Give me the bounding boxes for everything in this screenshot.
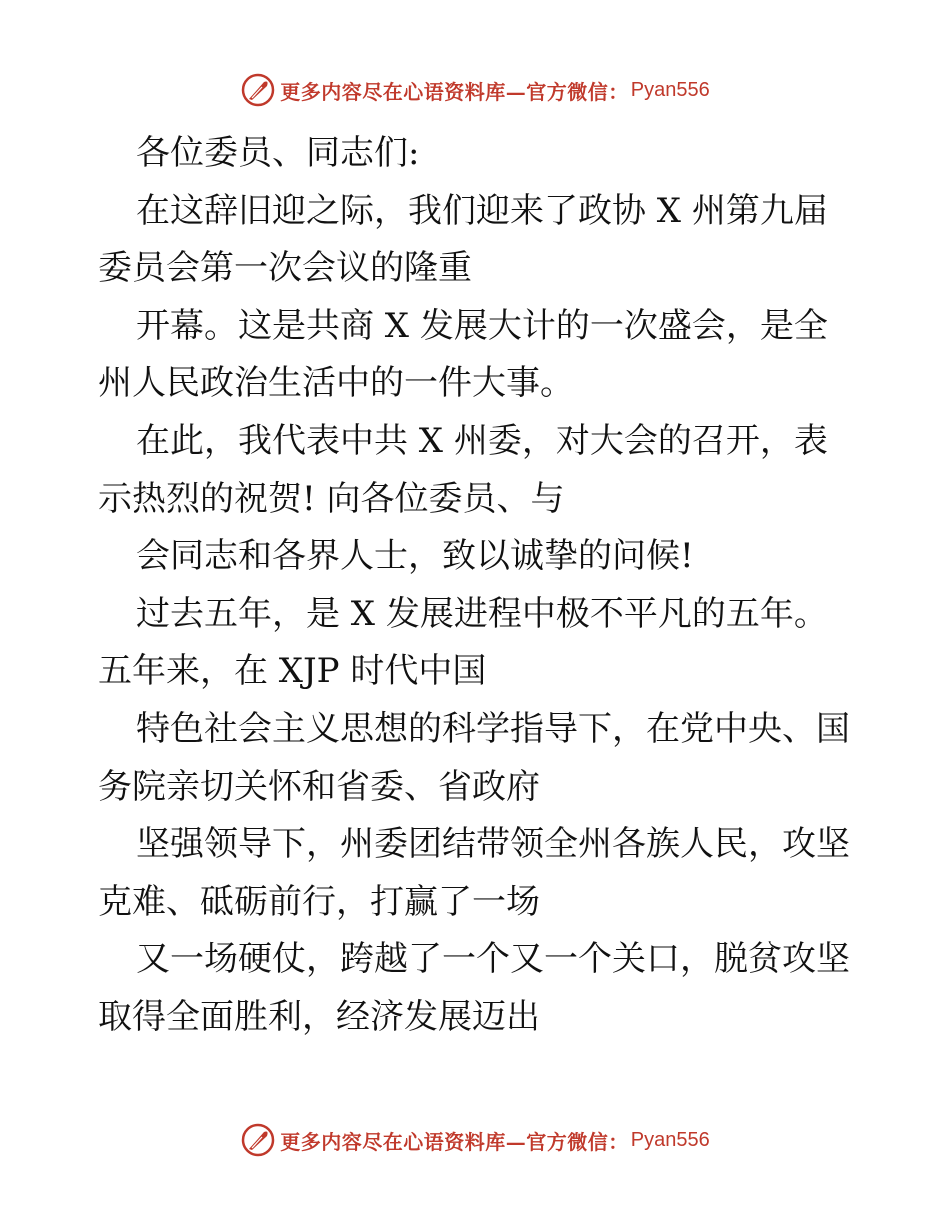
- text-line: 开幕。这是共商 X 发展大计的一次盛会，是全: [136, 305, 828, 346]
- text-line: 务院亲切关怀和省委、省政府: [98, 766, 540, 807]
- text-line: 在这辞旧迎之际，我们迎来了政协 X 州第九届: [136, 190, 828, 231]
- text-line: 各位委员、同志们:: [136, 133, 420, 173]
- text-line: 在此，我代表中共 X 州委，对大会的召开，表: [136, 420, 828, 461]
- quill-pen-icon: [240, 72, 276, 108]
- text-line: 又一场硬仗，跨越了一个又一个关口，脱贫攻坚: [136, 939, 850, 980]
- text-line: 州人民政治生活中的一件大事。: [98, 363, 574, 404]
- watermark-wechat-id: Pyan556: [630, 78, 710, 101]
- text-line: 示热烈的祝贺! 向各位委员、与: [98, 478, 565, 519]
- text-line: 坚强领导下，州委团结带领全州各族人民，攻坚: [136, 824, 850, 865]
- text-line: 五年来，在 XJP 时代中国: [98, 651, 487, 692]
- text-line: 特色社会主义思想的科学指导下，在党中央、国: [136, 708, 850, 749]
- watermark-text: 更多内容尽在心语资料库—官方微信：: [280, 1129, 629, 1154]
- watermark-wechat-id: Pyan556: [630, 1128, 710, 1151]
- watermark-text: 更多内容尽在心语资料库—官方微信：: [280, 79, 629, 104]
- document-body: [98, 125, 858, 1047]
- watermark-footer: [0, 1120, 950, 1160]
- text-line: 过去五年，是 X 发展进程中极不平凡的五年。: [136, 593, 828, 634]
- text-line: 会同志和各界人士，致以诚挚的问候!: [136, 536, 694, 577]
- watermark-header: [0, 70, 950, 110]
- quill-pen-icon: [240, 1122, 276, 1158]
- text-line: 委员会第一次会议的隆重: [98, 248, 472, 289]
- text-line: 取得全面胜利，经济发展迈出: [98, 996, 540, 1037]
- text-line: 克难、砥砺前行，打赢了一场: [98, 881, 540, 922]
